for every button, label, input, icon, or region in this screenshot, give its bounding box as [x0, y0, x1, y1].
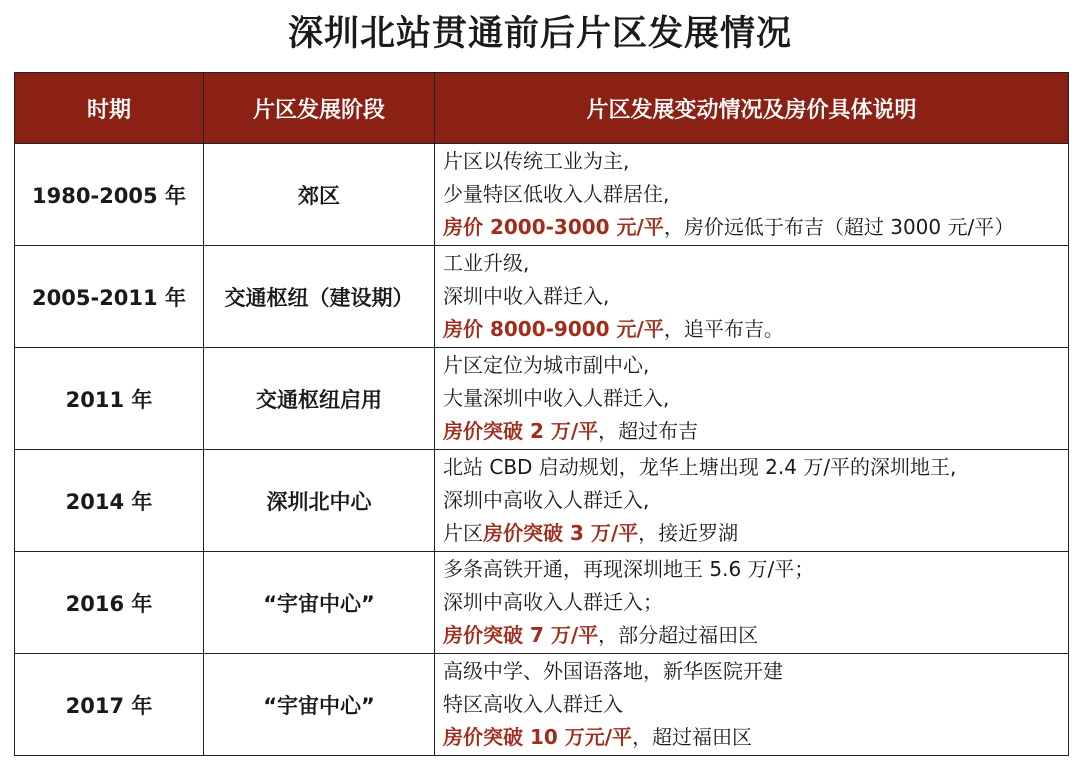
description-text: 高级中学、外国语落地，新华医院开建	[443, 659, 783, 683]
price-highlight: 房价突破 3 万/平	[483, 521, 639, 545]
description-line	[443, 280, 1068, 313]
price-highlight: 房价突破 10 万元/平	[443, 725, 633, 749]
description-cell	[435, 654, 1069, 756]
description-text: 工业升级,	[443, 251, 530, 275]
description-cell	[435, 348, 1069, 450]
description-line	[443, 349, 1068, 382]
stage-cell: “宇宙中心”	[204, 654, 435, 756]
table-row	[15, 450, 1069, 552]
description-text: 多条高铁开通，再现深圳地王 5.6 万/平；	[443, 557, 815, 581]
stage-cell: 交通枢纽启用	[204, 348, 435, 450]
period-cell: 2011 年	[15, 348, 204, 450]
description-text: 深圳中高收入人群迁入,	[443, 488, 650, 512]
description-line	[443, 517, 1068, 550]
description-text: 片区定位为城市副中心,	[443, 353, 650, 377]
price-highlight: 房价 2000-3000 元/平	[443, 215, 664, 239]
description-line	[443, 211, 1068, 244]
description-line	[443, 415, 1068, 448]
description-text: ，超过布吉	[598, 419, 699, 443]
price-highlight: 房价突破 2 万/平	[443, 419, 599, 443]
period-cell: 2017 年	[15, 654, 204, 756]
table-row	[15, 348, 1069, 450]
description-line	[443, 145, 1068, 178]
description-line	[443, 553, 1068, 586]
table-body	[15, 144, 1069, 756]
description-cell	[435, 552, 1069, 654]
page-title: 深圳北站贯通前后片区发展情况	[287, 14, 792, 54]
stage-cell: “宇宙中心”	[204, 552, 435, 654]
period-cell: 1980-2005 年	[15, 144, 204, 246]
development-table	[14, 72, 1069, 756]
table-row	[15, 654, 1069, 756]
description-text: 特区高收入人群迁入	[443, 692, 623, 716]
description-text: 少量特区低收入人群居住,	[443, 182, 670, 206]
description-text: ，超过福田区	[632, 725, 753, 749]
description-text: 片区以传统工业为主,	[443, 149, 630, 173]
description-text: 大量深圳中收入人群迁入,	[443, 386, 670, 410]
description-line	[443, 382, 1068, 415]
description-line	[443, 586, 1068, 619]
table-header-row	[15, 73, 1069, 144]
description-text: ，接近罗湖	[638, 521, 739, 545]
description-line	[443, 688, 1068, 721]
description-line	[443, 178, 1068, 211]
description-line	[443, 247, 1068, 280]
stage-cell: 深圳北中心	[204, 450, 435, 552]
description-line	[443, 721, 1068, 754]
table-row	[15, 144, 1069, 246]
period-cell: 2014 年	[15, 450, 204, 552]
period-cell: 2005-2011 年	[15, 246, 204, 348]
price-highlight: 房价突破 7 万/平	[443, 623, 599, 647]
table-row	[15, 246, 1069, 348]
header-stage: 片区发展阶段	[204, 73, 435, 144]
description-text: 北站 CBD 启动规划，龙华上塘出现 2.4 万/平的深圳地王,	[443, 455, 957, 479]
description-line	[443, 484, 1068, 517]
price-highlight: 房价 8000-9000 元/平	[443, 317, 664, 341]
header-period: 时期	[15, 73, 204, 144]
stage-cell: 交通枢纽（建设期）	[204, 246, 435, 348]
description-text: 深圳中高收入人群迁入；	[443, 590, 663, 614]
table-row	[15, 552, 1069, 654]
description-text: ，房价远低于布吉（超过 3000 元/平）	[663, 215, 1015, 239]
description-cell	[435, 144, 1069, 246]
description-line	[443, 619, 1068, 652]
description-text: 片区	[443, 521, 483, 545]
description-line	[443, 313, 1068, 346]
stage-cell: 郊区	[204, 144, 435, 246]
description-text: ，追平布吉。	[663, 317, 784, 341]
description-line	[443, 451, 1068, 484]
description-text: ，部分超过福田区	[598, 623, 759, 647]
period-cell: 2016 年	[15, 552, 204, 654]
header-description: 片区发展变动情况及房价具体说明	[435, 73, 1069, 144]
description-line	[443, 655, 1068, 688]
description-cell	[435, 246, 1069, 348]
description-text: 深圳中收入群迁入,	[443, 284, 610, 308]
description-cell	[435, 450, 1069, 552]
